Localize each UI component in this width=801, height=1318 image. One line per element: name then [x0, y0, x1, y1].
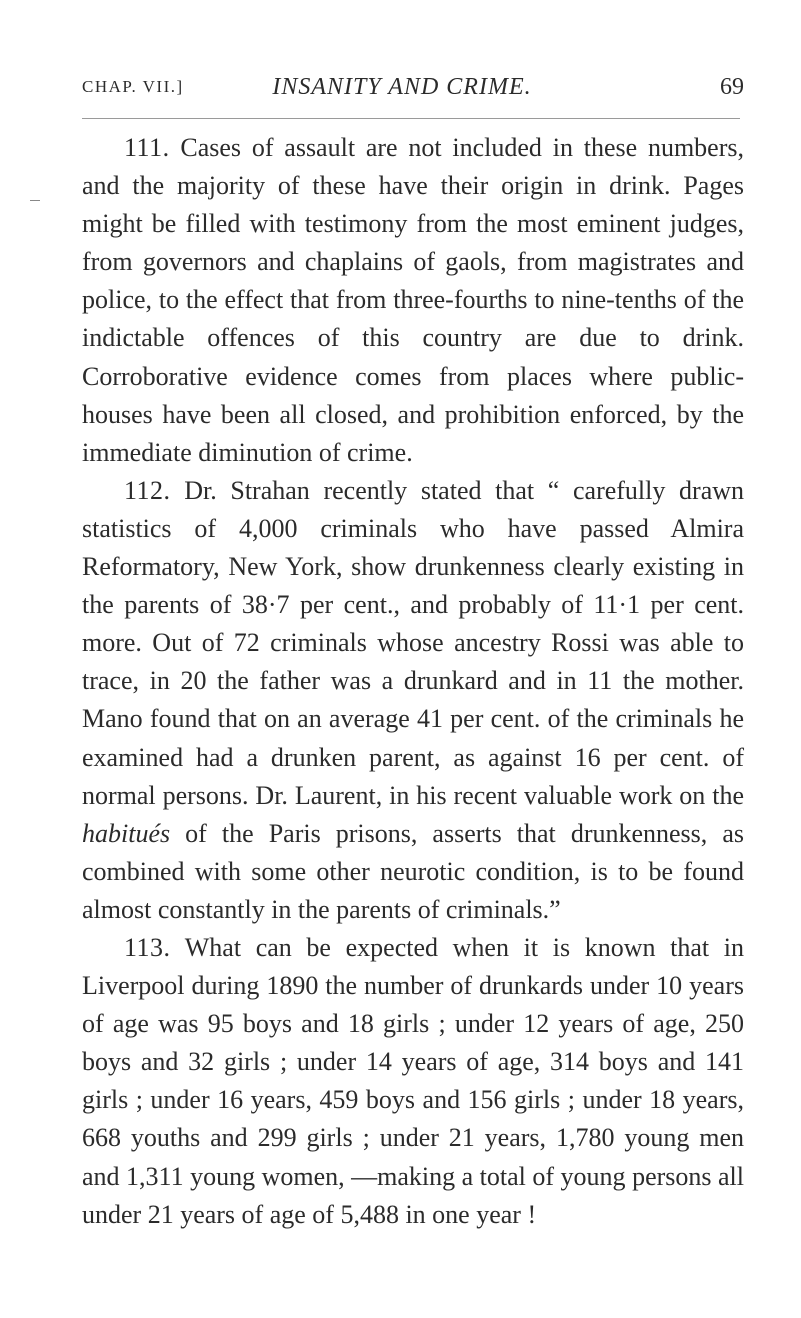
- paragraph-text-continued: of the Paris prisons, asserts that drunkenness, as combined with some other neurotic condition, is to be found almost constantly in the parents of criminals.”: [82, 818, 745, 924]
- paragraph-number: 113.: [124, 932, 171, 962]
- margin-mark: [30, 200, 40, 201]
- paragraph-111: [82, 129, 744, 472]
- paragraph-number: 111.: [124, 133, 170, 162]
- body-text: [60, 129, 744, 1234]
- paragraph-112: [82, 472, 744, 929]
- header-rule: [82, 118, 740, 119]
- running-head: [60, 70, 744, 104]
- paragraph-text: Dr. Strahan recently stated that “ carefully drawn statistics of 4,000 criminals who have passed Almira Reformatory, New York, show drunkenness clearly existing in the parents of 38·7 per cent., and probably of 11·1 per cent. more. Out of 72 criminals whose ancestry Rossi was able to trace, in 20 the father was a drunkard and in 11 the mother. Mano found that on an average 41 per cent. of the criminals he examined had a drunken parent, as against 16 per cent. of normal persons. Dr. Laurent, in his recent valuable work on the: [82, 475, 745, 810]
- chapter-label: CHAP. VII.]: [82, 77, 184, 96]
- paragraph-text: Cases of assault are not included in these numbers, and the majority of these have their origin in drink. Pages might be filled with testimony from the most eminent judges, from governors and chaplains of gaols, from magistrates and police, to the effect that from three-fourths to nine-tenths of the indictable offences of this country are due to drink. Corroborative evidence comes from places where public-houses have been all closed, and prohibition enforced, by the immediate diminution of crime.: [82, 133, 744, 467]
- paragraph-number: 112.: [124, 475, 171, 505]
- paragraph-113: [82, 929, 744, 1234]
- italic-term: habitués: [82, 818, 171, 848]
- book-page: [60, 70, 744, 1234]
- page-title: INSANITY AND CRIME.: [272, 74, 532, 100]
- page-number: 69: [720, 74, 744, 100]
- paragraph-text: What can be expected when it is known that in Liverpool during 1890 the number of drunkards under 10 years of age was 95 boys and 18 girls ; under 12 years of age, 250 boys and 32 girls ; under 14 years of age, 314 boys and 141 girls ; under 16 years, 459 boys and 156 girls ; under 18 years, 668 youths and 299 girls ; under 21 years, 1,780 young men and 1,311 young women, —making a total of young persons all under 21 years of age of 5,488 in one year !: [82, 932, 744, 1229]
